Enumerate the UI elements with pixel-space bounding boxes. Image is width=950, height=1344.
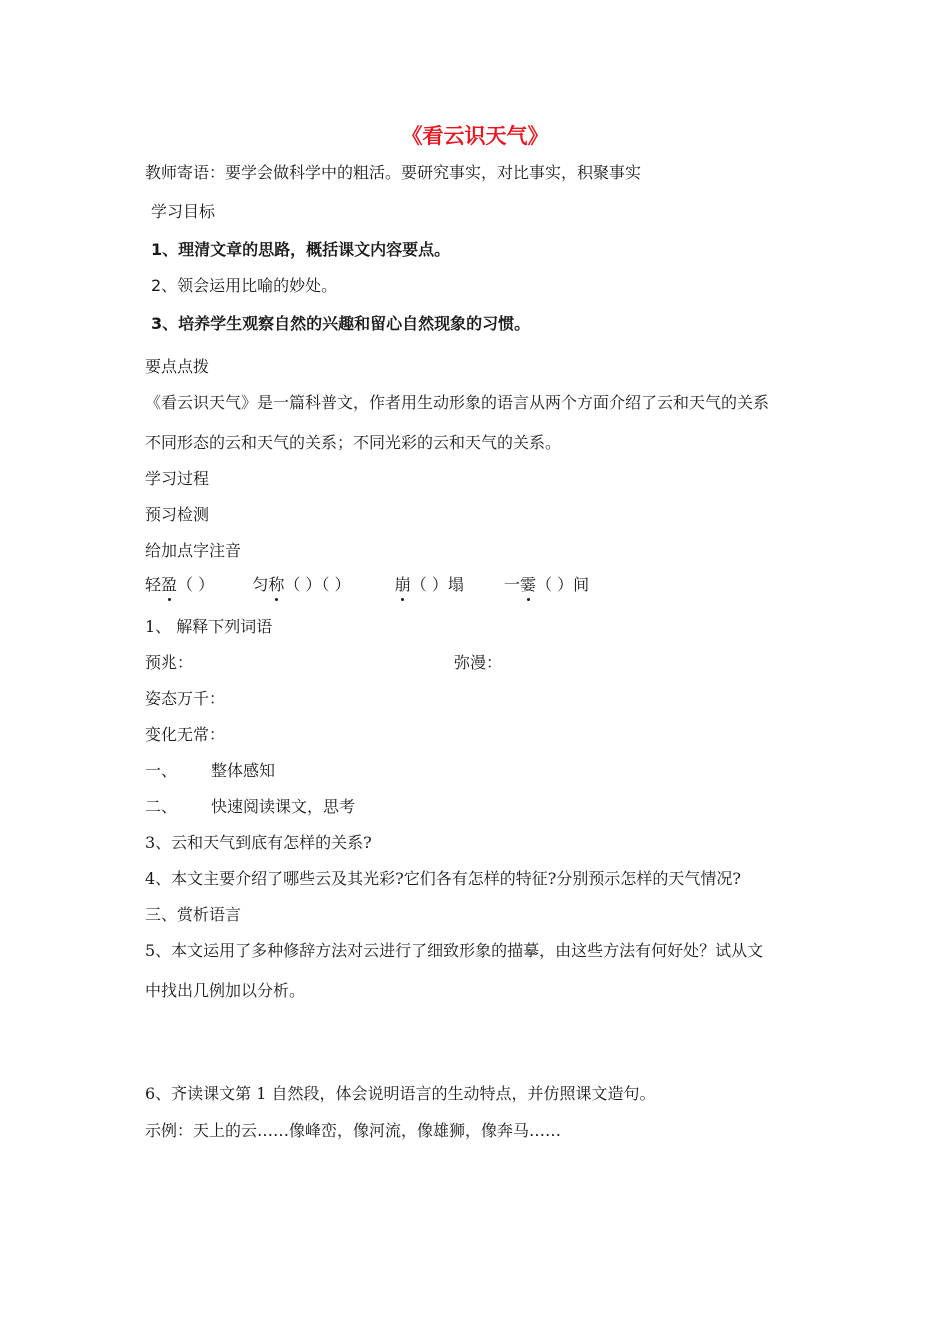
dotted-char: 崩 <box>394 575 411 594</box>
question-5-line-1: 5、本文运用了多种修辞方法对云进行了细致形象的描摹，由这些方法有何好处？试从文 <box>145 941 764 960</box>
question-3: 3、云和天气到底有怎样的关系? <box>145 833 372 852</box>
blank: （ ） <box>536 575 574 594</box>
section-1-text: 整体感知 <box>211 761 276 780</box>
pinyin-word-3 <box>395 575 464 594</box>
char: 塌 <box>447 575 464 594</box>
char: 轻 <box>145 575 162 594</box>
dotted-char: 称 <box>268 575 285 594</box>
section-2-text: 快速阅读课文，思考 <box>211 797 356 816</box>
char: 一 <box>504 575 521 594</box>
pinyin-word-1 <box>145 575 214 594</box>
blank: （ ）（ ） <box>284 575 351 594</box>
term-yuzhao: 预兆： <box>145 653 194 672</box>
document-title: 《看云识天气》 <box>401 124 549 148</box>
term-miman: 弥漫： <box>454 653 503 672</box>
example-sentence: 示例：天上的云……像峰峦，像河流，像雄狮，像奔马…… <box>145 1121 562 1140</box>
term-bianhua: 变化无常： <box>145 725 226 744</box>
blank: （ ） <box>410 575 448 594</box>
char: 间 <box>573 575 590 594</box>
preview-heading: 预习检测 <box>145 505 210 524</box>
goal-item-3: 3、培养学生观察自然的兴趣和留心自然现象的习惯。 <box>151 314 531 333</box>
key-points-line-1: 《看云识天气》是一篇科普文，作者用生动形象的语言从两个方面介绍了云和天气的关系 <box>145 393 770 412</box>
pinyin-word-2 <box>252 575 350 594</box>
pinyin-word-4 <box>504 575 589 594</box>
goal-item-2: 2、领会运用比喻的妙处。 <box>151 276 338 295</box>
goal-item-1: 1、理清文章的思路，概括课文内容要点。 <box>151 240 451 259</box>
blank: （ ） <box>177 575 215 594</box>
key-points-line-2: 不同形态的云和天气的关系；不同光彩的云和天气的关系。 <box>145 433 562 452</box>
char: 匀 <box>252 575 269 594</box>
process-heading: 学习过程 <box>145 469 210 488</box>
explain-heading: 1、 解释下列词语 <box>145 617 273 636</box>
question-4: 4、本文主要介绍了哪些云及其光彩?它们各有怎样的特征?分别预示怎样的天气情况? <box>145 869 741 888</box>
key-points-heading: 要点点拨 <box>145 357 210 376</box>
pinyin-row <box>145 575 589 595</box>
section-1-number: 一、 <box>145 761 178 780</box>
section-3-heading: 三、赏析语言 <box>145 905 242 924</box>
dotted-char: 盈 <box>161 575 178 594</box>
question-5-line-2: 中找出几例加以分析。 <box>145 981 306 1000</box>
term-zitai: 姿态万千： <box>145 689 226 708</box>
question-6: 6、齐读课文第 1 自然段，体会说明语言的生动特点，并仿照课文造句。 <box>145 1084 656 1103</box>
pinyin-heading: 给加点字注音 <box>145 541 242 560</box>
teacher-note: 教师寄语：要学会做科学中的粗活。要研究事实，对比事实，积聚事实 <box>145 163 642 182</box>
dotted-char: 霎 <box>520 575 537 594</box>
section-2-number: 二、 <box>145 797 178 816</box>
goals-heading: 学习目标 <box>151 202 216 221</box>
